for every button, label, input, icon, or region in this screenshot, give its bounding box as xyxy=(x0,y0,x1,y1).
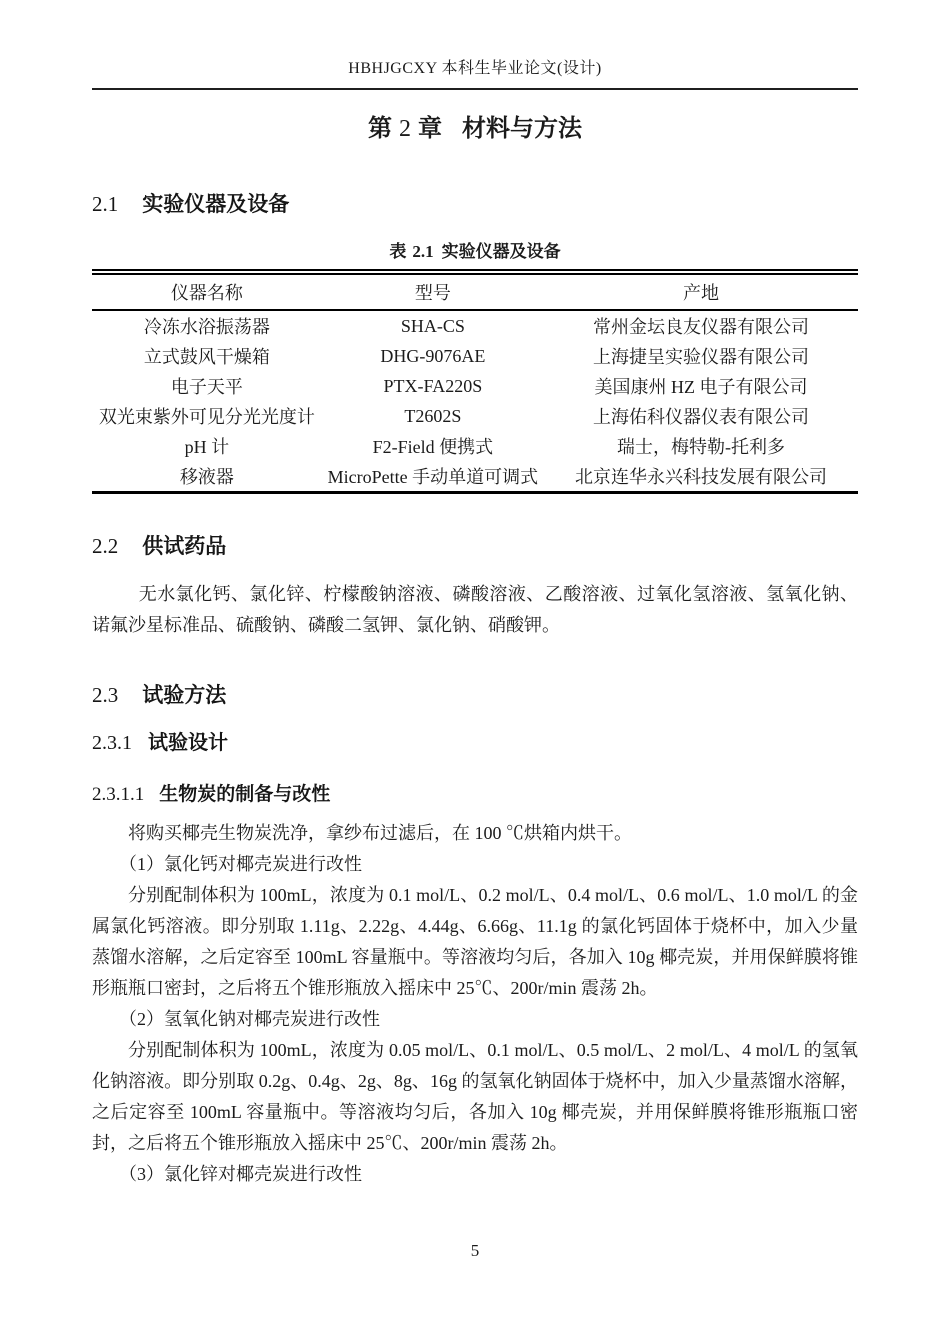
section-heading-2-3-1-1 xyxy=(92,782,858,807)
cell-origin: 瑞士，梅特勒-托利多 xyxy=(616,437,785,457)
table-caption xyxy=(92,241,858,263)
section-number: 2.3.1 xyxy=(92,732,132,754)
cell-instrument: 双光束紫外可见分光光度计 xyxy=(98,407,315,427)
cell-model: DHG-9076AE xyxy=(380,345,486,366)
item-cacl2-modification: （1）氯化钙对椰壳炭进行改性 xyxy=(119,854,362,874)
table-caption-label: 表 xyxy=(389,242,407,261)
section-title: 试验设计 xyxy=(148,732,228,754)
table-row xyxy=(92,401,858,431)
cell-instrument: 移液器 xyxy=(179,467,234,487)
table-row xyxy=(92,310,858,341)
cell-model: T2602S xyxy=(404,405,462,426)
table-caption-title: 实验仪器及设备 xyxy=(441,242,561,261)
cell-model: PTX-FA220S xyxy=(383,375,483,396)
cell-model: SHA-CS xyxy=(400,315,465,336)
table-caption-number: 2.1 xyxy=(412,242,434,261)
paragraph-reagents: 无水氯化钙、氯化锌、柠檬酸钠溶液、磷酸溶液、乙酸溶液、过氧化氢溶液、氢氧化钠、诺氟沙星标准品、硫酸钠、磷酸二氢钾、氯化钠、硝酸钾。 xyxy=(92,584,858,635)
instruments-table xyxy=(92,269,858,494)
table-row xyxy=(92,341,858,371)
paragraph-biochar-intro: 将购买椰壳生物炭洗净，拿纱布过滤后，在 100 ℃烘箱内烘干。 xyxy=(128,823,632,843)
cell-instrument: pH 计 xyxy=(184,437,230,457)
section-number: 2.3 xyxy=(92,683,119,707)
running-header xyxy=(92,0,858,90)
section-title: 实验仪器及设备 xyxy=(142,193,290,216)
cell-model: MicroPette 手动单道可调式 xyxy=(327,467,539,487)
cell-instrument: 立式鼓风干燥箱 xyxy=(143,347,270,367)
table-row xyxy=(92,371,858,401)
cell-instrument: 电子天平 xyxy=(170,377,243,397)
paragraph-naoh-procedure: 分别配制体积为 100mL，浓度为 0.05 mol/L、0.1 mol/L、0.5 mol/L、2 mol/L、4 mol/L 的氢氧化钠溶液。即分别取 0.2g、0.4g、2g、8g、16g 的氢氧化钠固体于烧杯中，加入少量蒸馏水溶解，之后定容至 100mL 容量瓶中。等溶液均匀后，各加入 10g 椰壳炭，并用保鲜膜将锥形瓶瓶口密封，之后将五个锥形瓶放入摇床中 25℃、200r/min 震荡 2h。 xyxy=(92,1040,858,1153)
chapter-label-suffix: 章 xyxy=(418,115,442,142)
section-heading-2-1 xyxy=(92,190,858,219)
cell-origin: 常州金坛良友仪器有限公司 xyxy=(592,317,809,337)
table-row xyxy=(92,461,858,493)
chapter-number: 2 xyxy=(399,116,411,142)
section-number: 2.2 xyxy=(92,534,119,558)
table-header-row xyxy=(92,272,858,310)
column-header-instrument: 仪器名称 xyxy=(92,272,322,310)
item-zncl2-modification: （3）氯化锌对椰壳炭进行改性 xyxy=(119,1164,362,1184)
cell-model: F2-Field 便携式 xyxy=(372,437,494,457)
section-number: 2.3.1.1 xyxy=(92,784,145,805)
section-heading-2-2 xyxy=(92,532,858,561)
section-heading-2-3-1 xyxy=(92,730,858,756)
section-title: 生物炭的制备与改性 xyxy=(159,784,331,805)
section-title: 试验方法 xyxy=(142,684,227,707)
item-naoh-modification: （2）氢氧化钠对椰壳炭进行改性 xyxy=(119,1009,380,1029)
section-title: 供试药品 xyxy=(142,535,227,558)
paragraph-cacl2-procedure: 分别配制体积为 100mL，浓度为 0.1 mol/L、0.2 mol/L、0.4 mol/L、0.6 mol/L、1.0 mol/L 的金属氯化钙溶液。即分别取 1.11g、2.22g、4.44g、6.66g、11.1g 的氯化钙固体于烧杯中，加入少量蒸馏水溶解，之后定容至 100mL 容量瓶中。等溶液均匀后，各加入 10g 椰壳炭，并用保鲜膜将锥形瓶瓶口密封，之后将五个锥形瓶放入摇床中 25℃、200r/min 震荡 2h。 xyxy=(92,885,858,998)
column-header-model: 型号 xyxy=(322,272,544,310)
cell-origin: 北京连华永兴科技发展有限公司 xyxy=(574,467,827,487)
section-number: 2.1 xyxy=(92,192,119,216)
chapter-label-prefix: 第 xyxy=(368,115,392,142)
section-heading-2-3 xyxy=(92,681,858,710)
cell-origin: 上海佑科仪器仪表有限公司 xyxy=(592,407,809,427)
page-number: 5 xyxy=(470,1241,480,1260)
cell-origin: 上海捷呈实验仪器有限公司 xyxy=(592,347,809,367)
column-header-origin: 产地 xyxy=(544,272,858,310)
chapter-title-text: 材料与方法 xyxy=(462,115,582,142)
cell-origin: 美国康州 HZ 电子有限公司 xyxy=(594,377,808,397)
running-header-text: HBHJGCXY 本科生毕业论文(设计) xyxy=(348,60,602,77)
table-row xyxy=(92,431,858,461)
cell-instrument: 冷冻水浴振荡器 xyxy=(143,317,270,337)
chapter-title xyxy=(92,112,858,146)
